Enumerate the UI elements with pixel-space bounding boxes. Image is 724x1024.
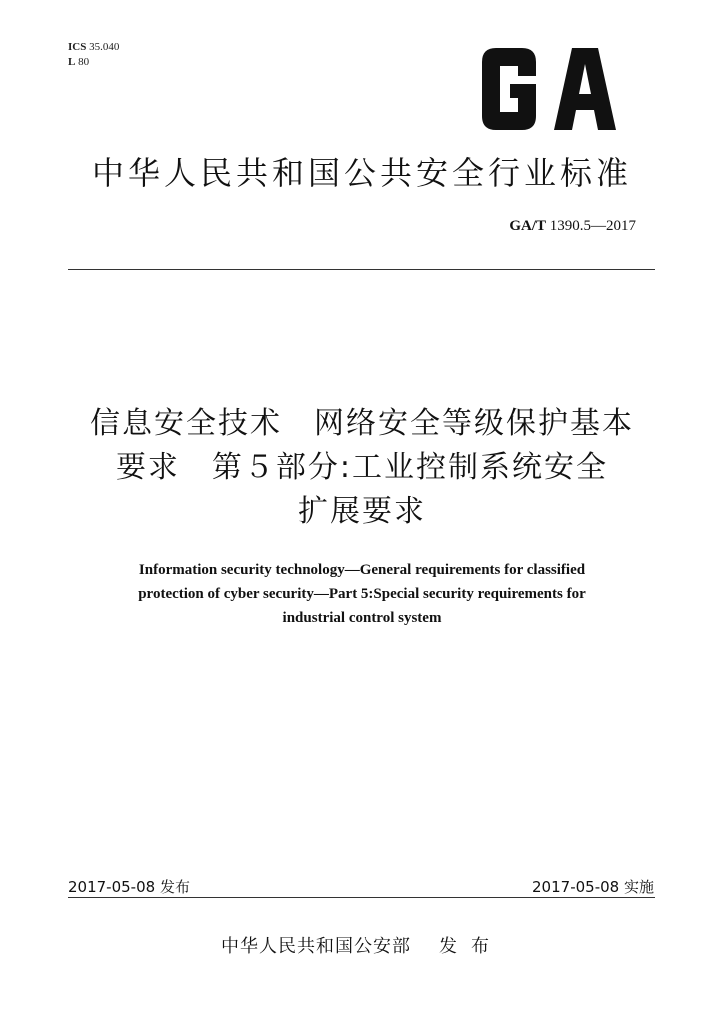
english-title-line-2: protection of cyber security—Part 5:Special security requirements for [138, 586, 586, 602]
publish-label: 发布 [439, 936, 503, 957]
ics-code [68, 40, 119, 55]
chinese-title [0, 402, 724, 534]
implement-date: 2017-05-08 [532, 878, 620, 896]
ccs-code [68, 55, 119, 70]
publisher-name: 中华人民共和国公安部 [221, 936, 411, 957]
chinese-title-line-1: 信息安全技术 网络安全等级保护基本 [90, 406, 634, 441]
classification-codes [68, 40, 119, 70]
ga-logo-g-shape [482, 48, 536, 130]
standard-number [509, 218, 636, 235]
issue-label: 发布 [159, 878, 190, 896]
ccs-label: L [68, 56, 76, 68]
chinese-title-line-2: 要求 第５部分:工业控制系统安全 [115, 450, 609, 485]
top-divider [68, 269, 655, 270]
english-title-line-1: Information security technology—General requirements for classified [138, 562, 586, 578]
standard-code: 1390.5—2017 [549, 218, 636, 234]
publisher-line [0, 932, 724, 958]
implement-label: 实施 [623, 878, 654, 896]
organization-title: 中华人民共和国公共安全行业标准 [91, 154, 632, 192]
chinese-title-line-3: 扩展要求 [298, 494, 426, 529]
standard-prefix: GA/T [509, 218, 546, 234]
english-title-line-3: industrial control system [282, 610, 442, 626]
issue-date: 2017-05-08 [68, 878, 156, 896]
ga-logo-a-shape [554, 48, 616, 130]
ccs-value: 80 [78, 56, 90, 68]
issue-date-line [68, 876, 190, 897]
bottom-divider [68, 897, 655, 898]
implement-date-line [532, 876, 654, 897]
ga-logo [472, 46, 620, 132]
english-title [0, 558, 724, 630]
ics-label: ICS [68, 41, 87, 53]
ics-value: 35.040 [89, 41, 120, 53]
